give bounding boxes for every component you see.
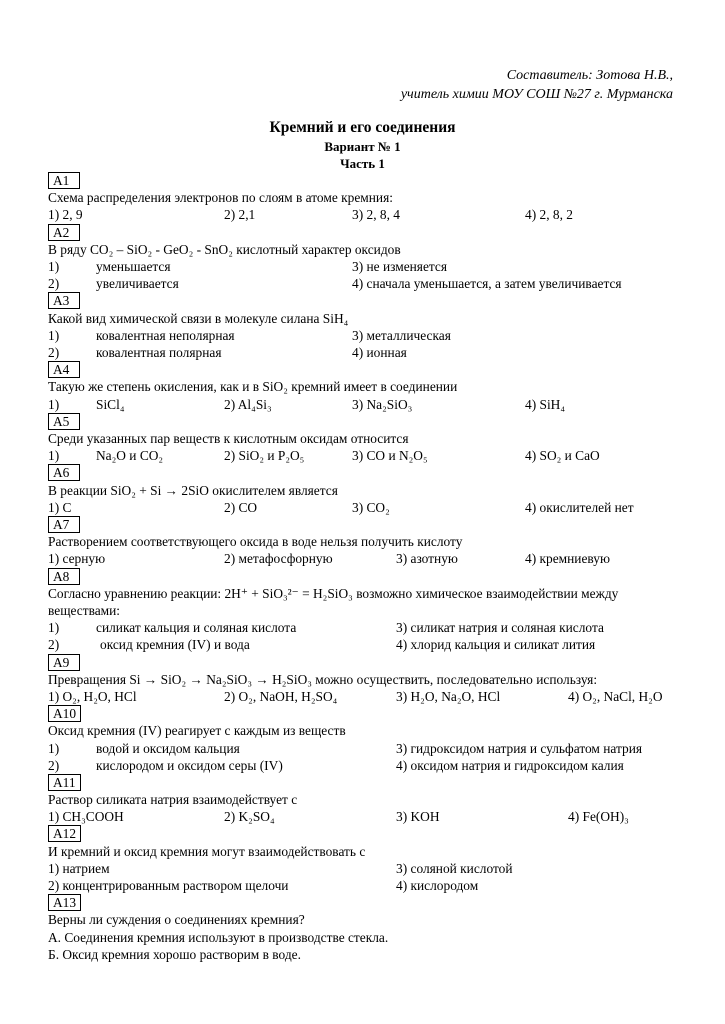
answer-option: Na₂O и CO₂ <box>96 448 164 464</box>
question-number: A7 <box>48 516 80 533</box>
answer-option: 4) сначала уменьшается, а затем увеличивается <box>352 276 622 292</box>
answer-option: 3) H₂O, Na₂O, HCl <box>396 688 501 704</box>
answer-option: 3) CO и N₂O₅ <box>352 448 428 464</box>
question-text: Схема распределения электронов по слоям в атоме кремния: <box>48 190 393 206</box>
answer-option: 3) не изменяется <box>352 259 448 274</box>
answer-number: 1) <box>48 396 60 412</box>
answer-option: 4) кислородом <box>396 878 479 894</box>
answer-option: 1) CH₃COOH <box>48 809 124 825</box>
answer-option: кислородом и оксидом серы (IV) <box>96 757 283 773</box>
question-a7 <box>48 516 688 568</box>
answer-option: уменьшается <box>96 259 171 274</box>
answer-option: 2) K₂SO₄ <box>224 809 275 825</box>
answer-option: 3) KOH <box>396 809 440 825</box>
question-a8 <box>48 568 688 654</box>
answer-option: 3) металлическая <box>352 327 451 343</box>
question-text: Растворением соответствующего оксида в воде нельзя получить кислоту <box>48 534 463 550</box>
question-text: В ряду CO₂ – SiO₂ - GeO₂ - SnO₂ кислотный характер оксидов <box>48 241 401 257</box>
page-title: Кремний и его соединения <box>269 119 456 136</box>
part-label: Часть 1 <box>340 156 385 171</box>
answer-option: водой и оксидом кальция <box>96 740 240 756</box>
answer-number: 2) <box>48 344 60 360</box>
answer-option: SiCl₄ <box>96 396 125 412</box>
answer-option: силикат кальция и соляная кислота <box>96 620 297 636</box>
question-number: A13 <box>48 894 81 911</box>
answer-option: 2) концентрированным раствором щелочи <box>48 878 289 894</box>
answer-option: 4) ионная <box>352 344 407 360</box>
statement-a: А. Соединения кремния используют в производстве стекла. <box>48 929 389 945</box>
question-text-continued: веществами: <box>48 602 121 618</box>
answer-option: 3) соляной кислотой <box>396 860 513 876</box>
question-number: A5 <box>48 413 80 430</box>
answer-option: 3) силикат натрия и соляная кислота <box>396 620 604 636</box>
answer-option: 2) 2,1 <box>224 207 256 223</box>
author-line-2: учитель химии МОУ СОШ №27 г. Мурманска <box>400 87 673 102</box>
answer-option: 1) серную <box>48 551 106 567</box>
answer-number: 2) <box>48 757 60 773</box>
answer-option: 1) натрием <box>48 860 110 876</box>
question-a5 <box>48 413 688 465</box>
answer-option: 3) Na₂SiO₃ <box>352 396 413 412</box>
questions-list <box>48 172 688 963</box>
question-text: Раствор силиката натрия взаимодействует с <box>48 792 298 808</box>
question-a6 <box>48 464 688 516</box>
question-a10 <box>48 705 688 774</box>
answer-number: 1) <box>48 259 60 274</box>
question-a11 <box>48 774 688 826</box>
question-number: A12 <box>48 825 81 842</box>
variant-label: Вариант № 1 <box>324 139 401 154</box>
question-text: Верны ли суждения о соединениях кремния? <box>48 912 305 928</box>
question-text: Превращения Si → SiO₂ → Na₂SiO₃ → H₂SiO₃ можно осуществить, последовательно используя: <box>48 671 598 687</box>
question-a12 <box>48 825 688 894</box>
question-text: В реакции SiO₂ + Si → 2SiO окислителем является <box>48 482 338 498</box>
statement-b: Б. Оксид кремния хорошо растворим в воде. <box>48 946 301 962</box>
answer-option: 2) SiO₂ и P₂O₅ <box>224 448 305 464</box>
answer-option: 1) O₂, H₂O, HCl <box>48 688 137 704</box>
question-number: A4 <box>48 361 80 378</box>
answer-option: 3) азотную <box>396 551 458 567</box>
answer-number: 1) <box>48 740 60 756</box>
answer-option: оксид кремния (IV) и вода <box>100 637 250 653</box>
answer-number: 1) <box>48 620 60 636</box>
question-a3 <box>48 292 688 361</box>
question-number: A11 <box>48 774 81 791</box>
question-a4 <box>48 361 688 413</box>
question-text: Согласно уравнению реакции: 2H⁺ + SiO₃²⁻ = H₂SiO₃ возможно химическое взаимодействии между <box>48 585 619 601</box>
question-text: И кремний и оксид кремния могут взаимодействовать с <box>48 843 366 859</box>
answer-option: 2) CO <box>224 499 258 515</box>
answer-option: 4) SO₂ и CaO <box>525 448 600 464</box>
answer-option: 4) окислителей нет <box>525 499 634 515</box>
author-block <box>401 66 673 104</box>
question-text: Какой вид химической связи в молекуле силана SiH₄ <box>48 310 349 326</box>
answer-option: 2) O₂, NaOH, H₂SO₄ <box>224 688 338 704</box>
question-text: Среди указанных пар веществ к кислотным оксидам относится <box>48 430 409 446</box>
question-a2 <box>48 224 688 293</box>
answer-option: ковалентная полярная <box>96 344 222 360</box>
answer-option: 3) CO₂ <box>352 499 390 515</box>
answer-option: 4) оксидом натрия и гидроксидом калия <box>396 757 624 773</box>
answer-number: 2) <box>48 276 60 292</box>
answer-option: ковалентная неполярная <box>96 327 235 343</box>
answer-option: 4) 2, 8, 2 <box>525 207 573 223</box>
answer-option: увеличивается <box>96 276 179 292</box>
answer-number: 1) <box>48 327 60 343</box>
answer-option: 4) O₂, NaCl, H₂O <box>568 688 663 704</box>
question-number: A8 <box>48 568 80 585</box>
question-number: A3 <box>48 292 80 309</box>
question-a1 <box>48 172 688 224</box>
answer-option: 3) 2, 8, 4 <box>352 207 400 223</box>
answer-option: 4) хлорид кальция и силикат лития <box>396 637 596 653</box>
question-number: A6 <box>48 464 80 481</box>
question-text: Такую же степень окисления, как и в SiO₂ кремний имеет в соединении <box>48 379 458 395</box>
answer-option: 4) Fe(OH)₃ <box>568 809 629 825</box>
answer-option: 1) C <box>48 499 72 515</box>
author-line-1: Составитель: Зотова Н.В., <box>506 68 673 83</box>
question-text: Оксид кремния (IV) реагирует с каждым из веществ <box>48 723 346 739</box>
answer-option: 4) SiH₄ <box>525 396 566 412</box>
answer-option: 4) кремниевую <box>525 551 610 567</box>
answer-option: 3) гидроксидом натрия и сульфатом натрия <box>396 740 643 756</box>
answer-number: 2) <box>48 637 60 653</box>
answer-number: 1) <box>48 448 60 464</box>
answer-option: 1) 2, 9 <box>48 207 83 223</box>
answer-option: 2) метафосфорную <box>224 551 333 567</box>
question-number: A2 <box>48 224 80 241</box>
question-number: A9 <box>48 654 80 671</box>
answer-option: 2) Al₄Si₃ <box>224 396 272 412</box>
question-number: A10 <box>48 705 81 722</box>
question-number: A1 <box>48 172 80 189</box>
question-a13 <box>48 894 688 963</box>
question-a9 <box>48 654 688 706</box>
